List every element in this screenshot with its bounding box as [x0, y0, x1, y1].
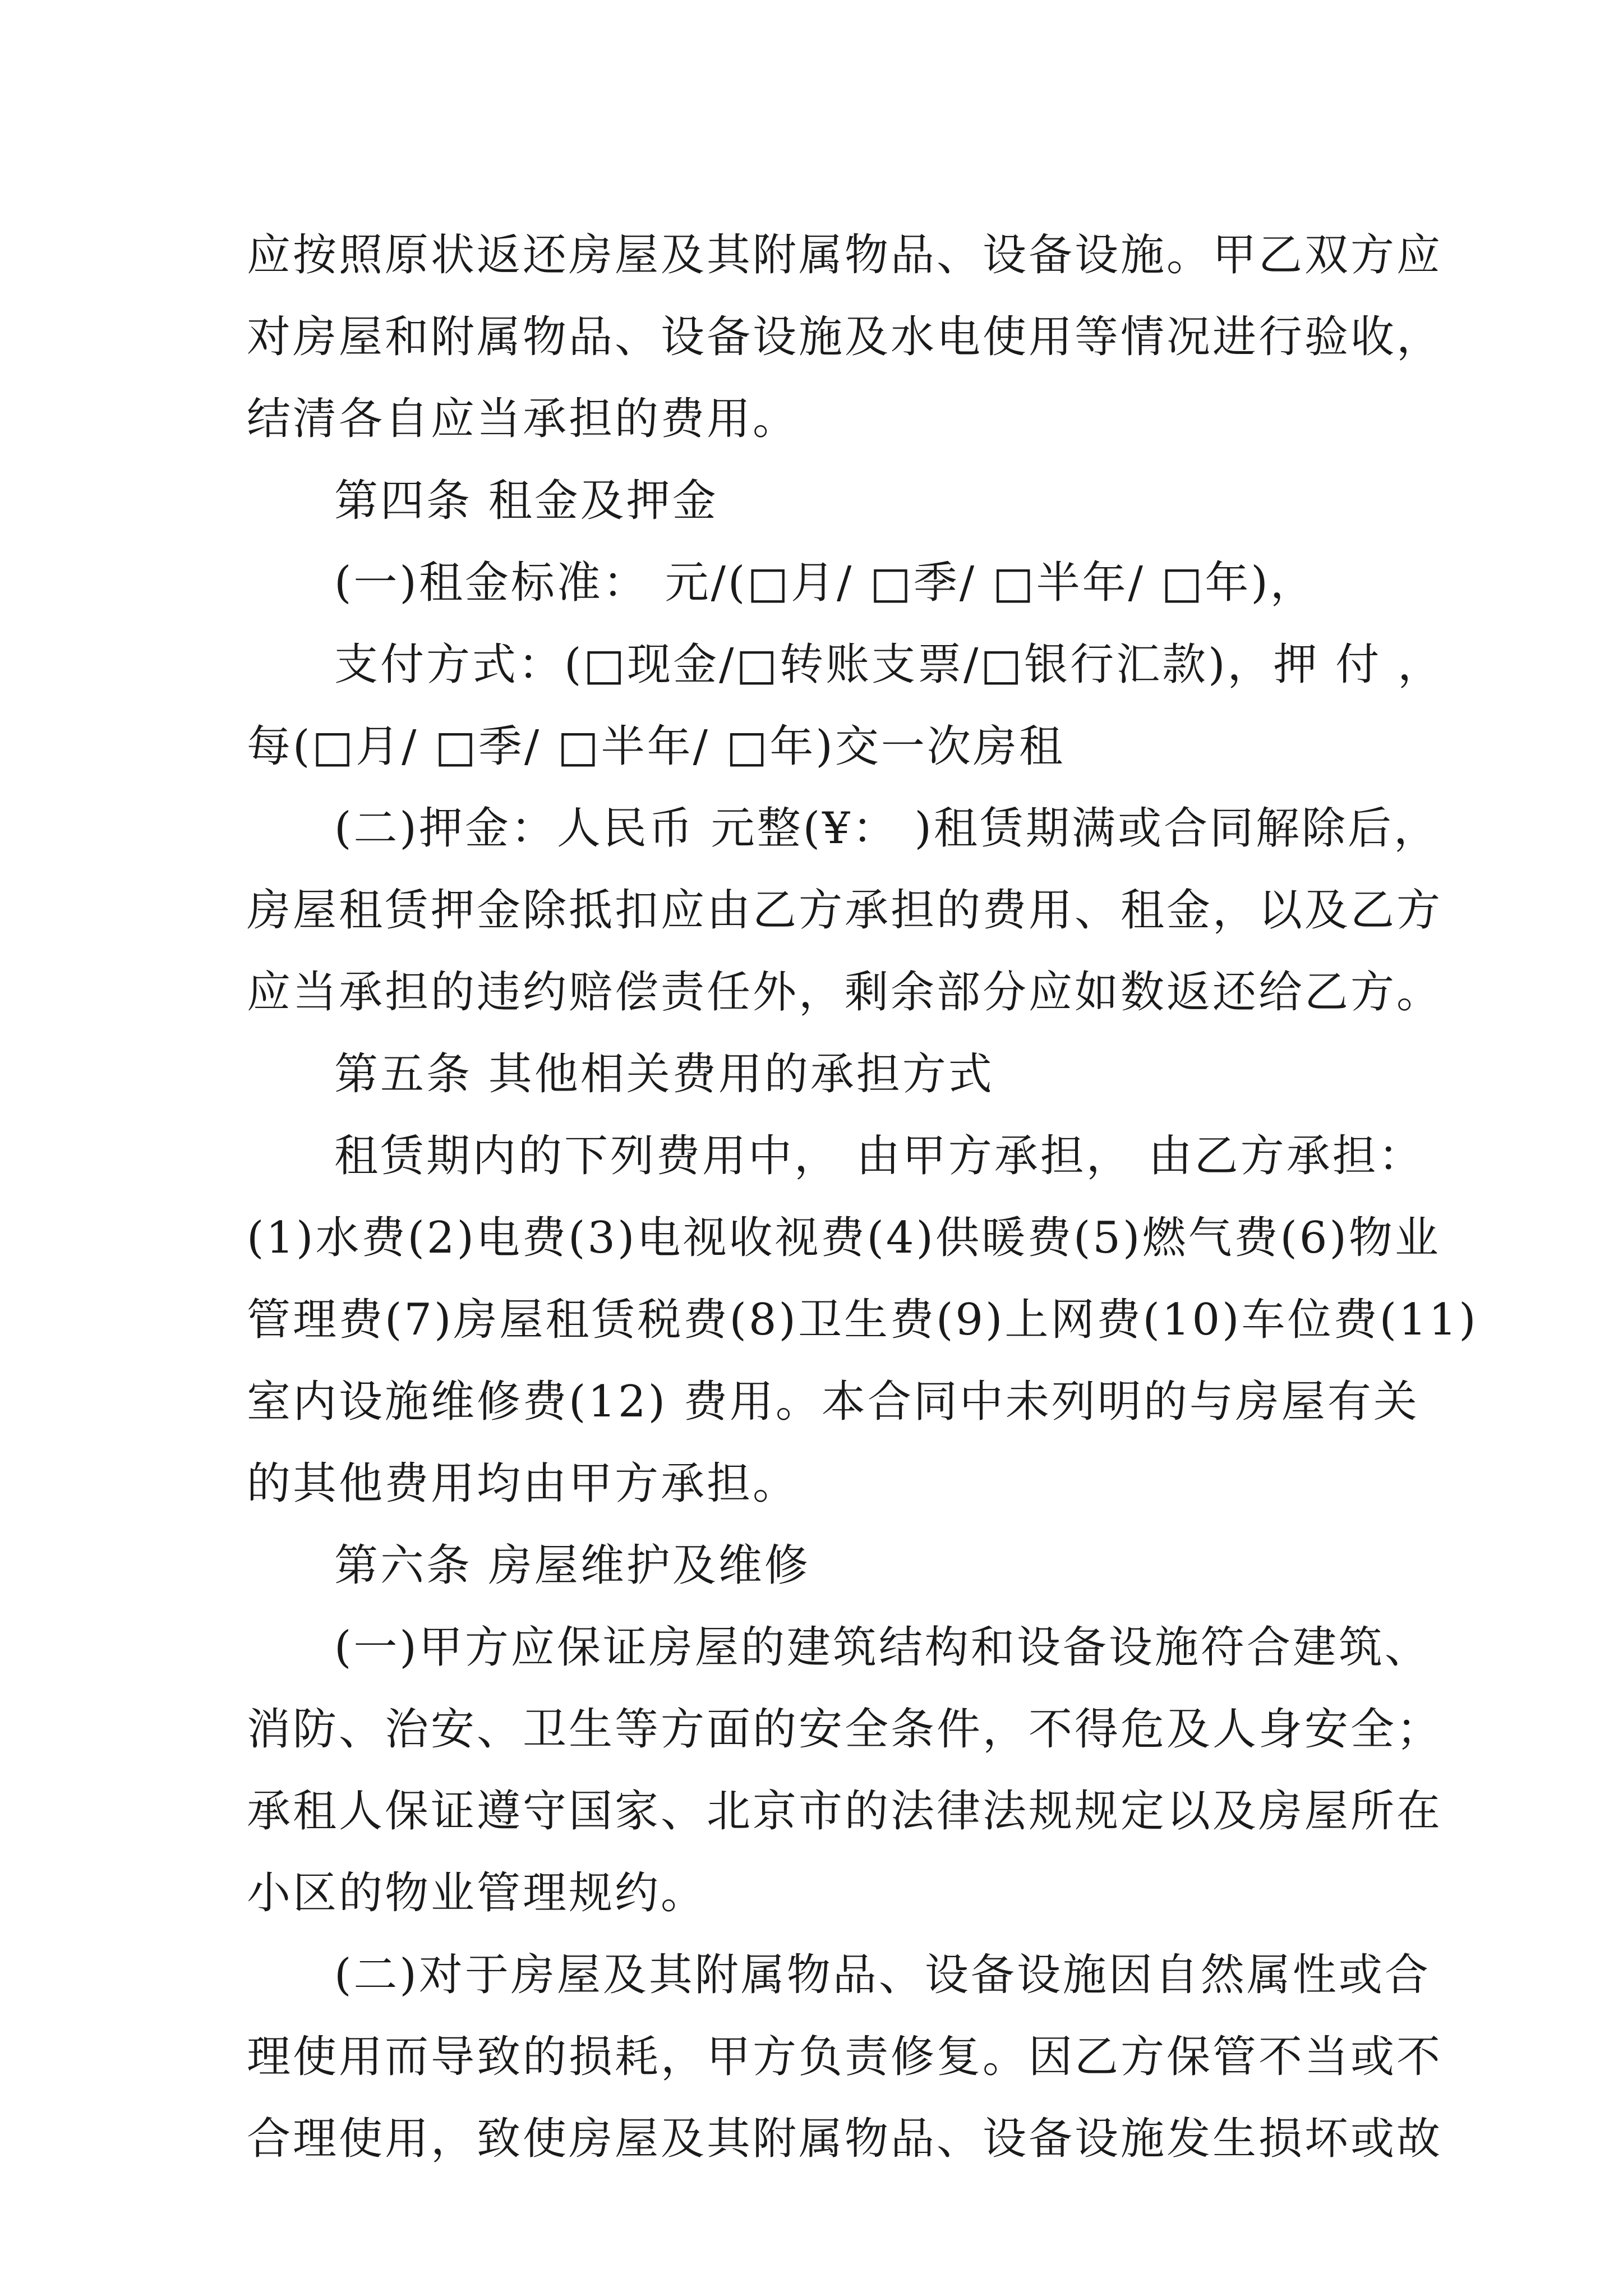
article-6-heading: 第六条 房屋维护及维修 — [334, 1540, 810, 1591]
text-line: 消防、治安、卫生等方面的安全条件，不得危及人身安全； — [247, 1704, 1443, 1755]
text-line: 理使用而导致的损耗，甲方负责修复。因乙方保管不当或不 — [247, 2032, 1443, 2082]
text-line: 支付方式：(□现金/□转账支票/□银行汇款)，押 付 ， — [334, 639, 1444, 690]
text-line: 对房屋和附属物品、设备设施及水电使用等情况进行验收， — [247, 312, 1443, 362]
text-line: 房屋租赁押金除抵扣应由乙方承担的费用、租金，以及乙方 — [247, 885, 1443, 936]
contract-text-body — [247, 214, 1478, 2180]
text-line: (二)押金：人民币 元整(¥： )租赁期满或合同解除后， — [334, 803, 1440, 854]
text-line: 小区的物业管理规约。 — [247, 1868, 707, 1918]
text-line: 租赁期内的下列费用中， 由甲方承担， 由乙方承担： — [334, 1131, 1424, 1181]
text-line: 结清各自应当承担的费用。 — [247, 394, 799, 444]
text-line: 应当承担的违约赔偿责任外，剩余部分应如数返还给乙方。 — [247, 967, 1443, 1018]
text-line: (一)租金标准： 元/(□月/ □季/ □半年/ □年)， — [334, 558, 1316, 608]
text-line: 室内设施维修费(12) 费用。本合同中未列明的与房屋有关 — [247, 1377, 1419, 1427]
text-line: 合理使用，致使房屋及其附属物品、设备设施发生损坏或故 — [247, 2114, 1443, 2164]
text-line: (二)对于房屋及其附属物品、设备设施因自然属性或合 — [334, 1950, 1431, 2000]
text-line: 的其他费用均由甲方承担。 — [247, 1458, 799, 1509]
text-line: 管理费(7)房屋租赁税费(8)卫生费(9)上网费(10)车位费(11) — [247, 1295, 1478, 1345]
text-line: (1)水费(2)电费(3)电视收视费(4)供暖费(5)燃气费(6)物业 — [247, 1213, 1441, 1263]
article-5-heading: 第五条 其他相关费用的承担方式 — [334, 1049, 994, 1099]
text-line: 承租人保证遵守国家、北京市的法律法规规定以及房屋所在 — [247, 1786, 1443, 1837]
text-line: (一)甲方应保证房屋的建筑结构和设备设施符合建筑、 — [334, 1622, 1431, 1673]
article-4-heading: 第四条 租金及押金 — [334, 476, 718, 526]
text-line: 每(□月/ □季/ □半年/ □年)交一次房租 — [247, 721, 1065, 772]
text-line: 应按照原状返还房屋及其附属物品、设备设施。甲乙双方应 — [247, 230, 1443, 280]
